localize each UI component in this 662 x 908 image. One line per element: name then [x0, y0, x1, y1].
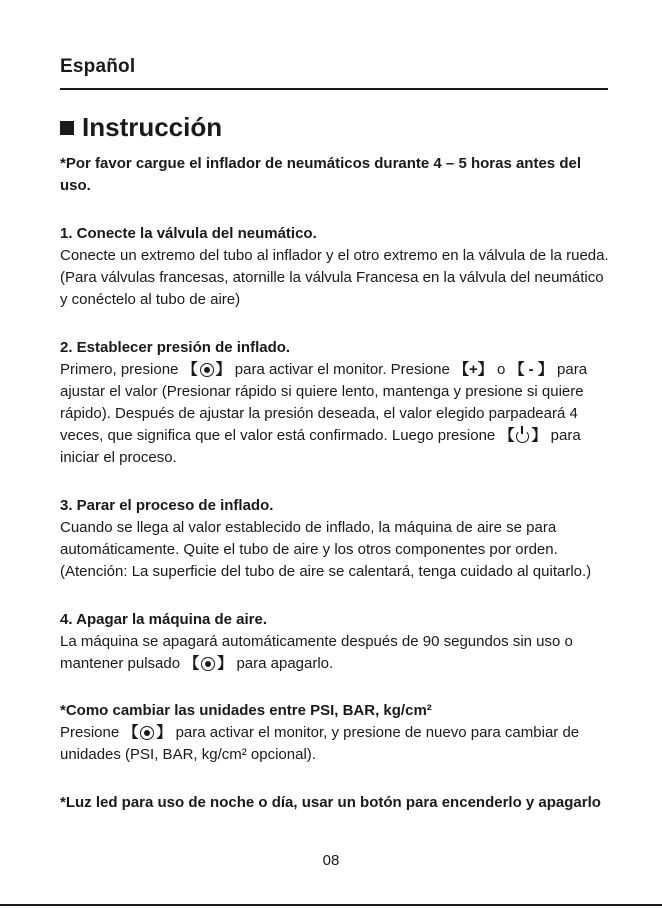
section-4-heading: 4. Apagar la máquina de aire. — [60, 611, 268, 628]
section-5-heading: *Como cambiar las unidades entre PSI, BAR, kg/cm² — [60, 702, 432, 719]
bracket-close: 】 — [217, 655, 233, 672]
bracket-close: 】 — [156, 724, 172, 741]
mode-button-ref — [183, 359, 231, 381]
bracket-close: 】 — [215, 361, 231, 378]
minus-button-ref: 【 - 】 — [509, 361, 553, 378]
language-header: Español — [60, 56, 136, 77]
page-title — [60, 112, 222, 143]
section-5-body — [60, 722, 612, 766]
bracket-open: 【 — [123, 724, 139, 741]
mode-button-ref — [184, 653, 232, 675]
section-2-text-3: o — [492, 361, 510, 378]
plus-button-ref: 【+】 — [454, 361, 493, 378]
section-2-heading: 2. Establecer presión de inflado. — [60, 339, 291, 356]
power-icon — [516, 430, 529, 443]
section-6-heading: *Luz led para uso de noche o día, usar un botón para encenderlo y apagarlo — [60, 794, 601, 811]
mode-button-icon — [201, 657, 215, 671]
bracket-close: 】 — [531, 427, 547, 444]
section-3-body: Cuando se llega al valor establecido de inflado, la máquina de aire se para automáticamente. Quite el tubo de aire y los otros componentes por orden. (Atención: La superficie del tubo de aire se calentará, tenga cuidado al quitarlo.) — [60, 519, 592, 580]
footer-divider — [0, 904, 662, 906]
section-2-text-4: para ajustar el valor (Presionar rápido si quiere lento, mantenga y presione si quiere rápido). Después de ajustar la presión deseada, el valor elegido parpadeará 4 veces, que significa que el valor está confirmado. Luego presione — [60, 361, 588, 444]
mode-button-ref — [123, 722, 171, 744]
page-title-text: Instrucción — [82, 112, 223, 142]
section-3-heading: 3. Parar el proceso de inflado. — [60, 497, 274, 514]
mode-button-icon — [140, 726, 154, 740]
instructions-content — [60, 153, 612, 814]
section-2-text-2: para activar el monitor. Presione — [230, 361, 455, 378]
section-2-text-1: Primero, presione — [60, 361, 183, 378]
section-4-text-1: La máquina se apagará automáticamente después de 90 segundos sin uso o mantener pulsado — [60, 633, 573, 672]
section-5-text-2: para activar el monitor, y presione de nuevo para cambiar de unidades (PSI, BAR, kg/cm² opcional). — [60, 724, 580, 763]
section-1-body: Conecte un extremo del tubo al inflador y el otro extremo en la válvula de la rueda. (Para válvulas francesas, atornille la válvula Francesa en la válvula del neumático y conéctelo al tubo de aire) — [60, 247, 609, 308]
section-1-heading: 1. Conecte la válvula del neumático. — [60, 225, 317, 242]
square-bullet-icon — [60, 121, 74, 135]
intro-note: *Por favor cargue el inflador de neumáticos durante 4 – 5 horas antes del uso. — [60, 155, 581, 194]
section-2-text-5: para iniciar el proceso. — [60, 427, 581, 466]
section-2-body — [60, 359, 612, 469]
bracket-open: 【 — [184, 655, 200, 672]
section-5-text-1: Presione — [60, 724, 124, 741]
section-4-text-2: para apagarlo. — [232, 655, 334, 672]
header-divider — [60, 88, 608, 90]
page-number: 08 — [322, 852, 340, 869]
bracket-open: 【 — [499, 427, 515, 444]
section-4-body — [60, 631, 612, 675]
power-button-ref — [499, 425, 546, 447]
mode-button-icon — [200, 363, 214, 377]
bracket-open: 【 — [182, 361, 198, 378]
